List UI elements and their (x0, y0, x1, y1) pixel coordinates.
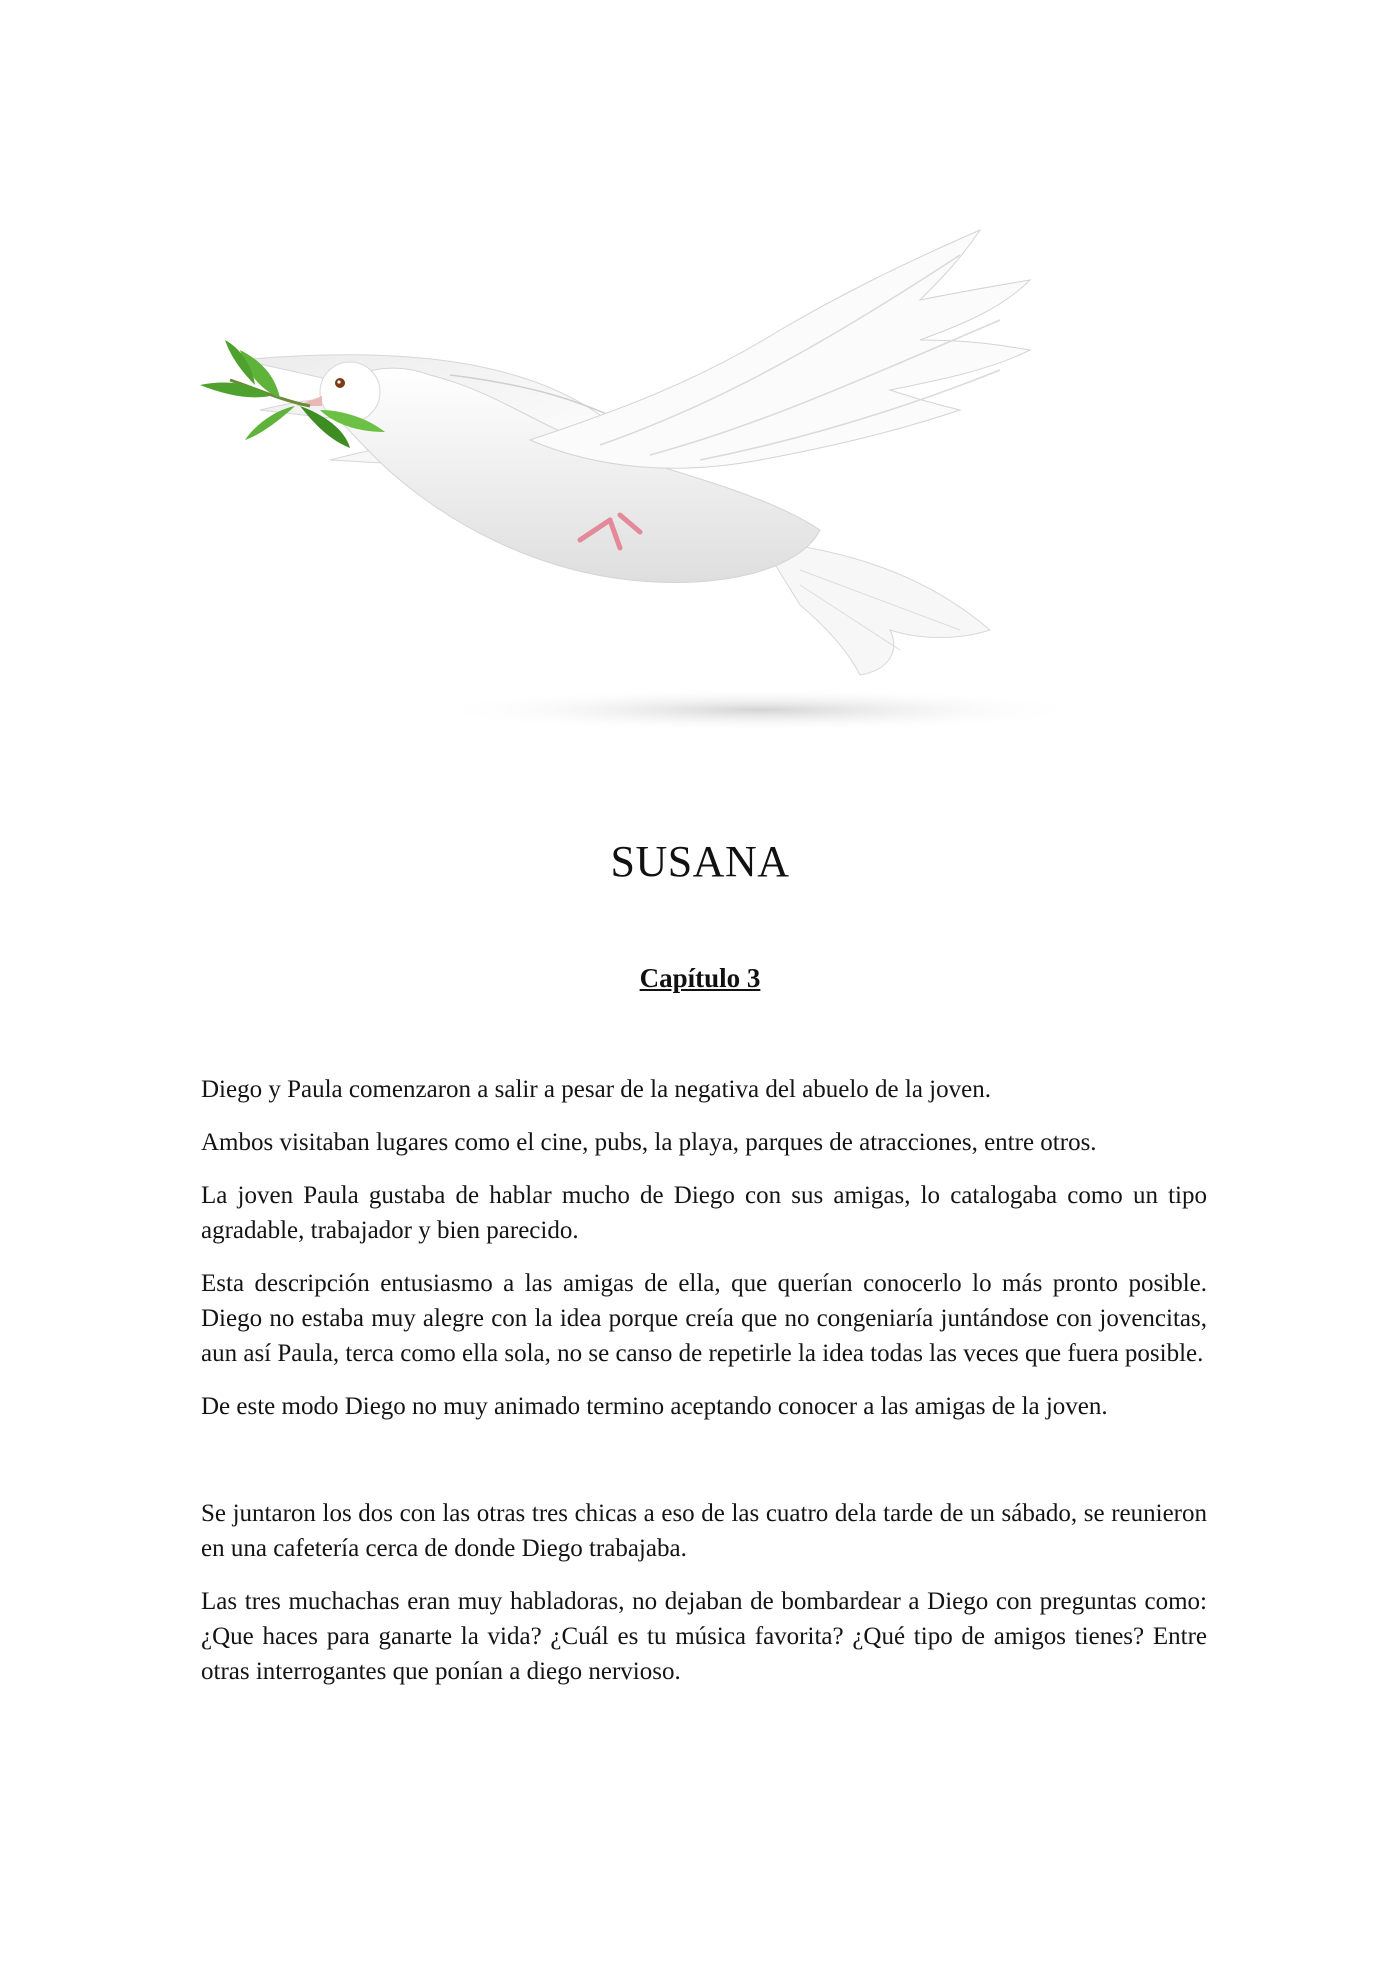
chapter-heading: Capítulo 3 (639, 963, 761, 993)
paragraph: Ambos visitaban lugares como el cine, pubs, la playa, parques de atracciones, entre otros. (201, 1129, 1097, 1156)
chapter-body (201, 1072, 1207, 1707)
tail (760, 540, 990, 675)
shadow (430, 688, 1090, 732)
dove-with-olive-branch-icon (200, 210, 1210, 770)
paragraph: Diego y Paula comenzaron a salir a pesar de la negativa del abuelo de la joven. (201, 1076, 991, 1103)
paragraph: La joven Paula gustaba de hablar mucho de Diego con sus amigas, lo catalogaba como un tipo agradable, trabajador y bien parecido. (201, 1182, 1207, 1244)
paragraph: Esta descripción entusiasmo a las amigas de ella, que querían conocerlo lo más pronto posible. Diego no estaba muy alegre con la idea porque creía que no congeniaría juntándose con jovencitas, aun así Paula, terca como ella sola, no se canso de repetirle la idea todas las veces que fuera posible. (201, 1270, 1207, 1367)
paragraph: Se juntaron los dos con las otras tres chicas a eso de las cuatro dela tarde de un sábado, se reunieron en una cafetería cerca de donde Diego trabajaba. (201, 1500, 1207, 1562)
right-wing (530, 230, 1030, 468)
document-title: SUSANA (610, 837, 790, 886)
paragraph: Las tres muchachas eran muy habladoras, no dejaban de bombardear a Diego con preguntas como: ¿Que haces para ganarte la vida? ¿Cuál es tu música favorita? ¿Qué tipo de amigos tienes? Entre otras interrogantes que ponían a diego nervioso. (201, 1588, 1207, 1685)
paragraph: De este modo Diego no muy animado termino aceptando conocer a las amigas de la joven. (201, 1393, 1108, 1420)
